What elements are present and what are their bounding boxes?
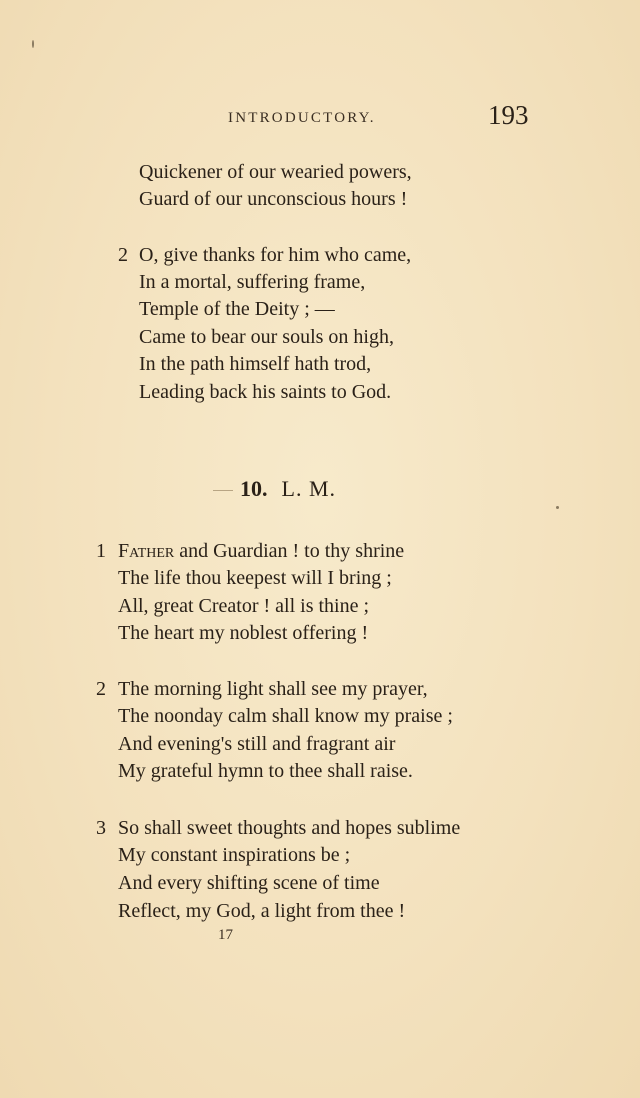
hymn-line: And evening's still and fragrant air bbox=[118, 733, 396, 755]
hymn-meter: L. M. bbox=[281, 476, 336, 501]
hymn-line: In a mortal, suffering frame, bbox=[139, 271, 366, 293]
verse-number: 1 bbox=[96, 540, 106, 562]
hymn-line: Came to bear our souls on high, bbox=[139, 326, 394, 348]
heading-rule bbox=[213, 490, 233, 491]
verse-number: 3 bbox=[96, 817, 106, 839]
running-title: INTRODUCTORY. bbox=[228, 110, 376, 126]
hymn-line: The morning light shall see my prayer, bbox=[118, 678, 428, 700]
first-line-rest: and Guardian ! to thy shrine bbox=[174, 540, 405, 562]
first-word: Father bbox=[118, 540, 175, 562]
hymn-line: And every shifting scene of time bbox=[118, 872, 380, 894]
hymn-line: The noonday calm shall know my praise ; bbox=[118, 705, 453, 727]
hymn-line: O, give thanks for him who came, bbox=[139, 244, 412, 266]
hymn-line: The life thou keepest will I bring ; bbox=[118, 567, 392, 589]
hymn-line: The heart my noblest offering ! bbox=[118, 622, 369, 644]
hymn-line bbox=[118, 539, 404, 563]
hymn-line: Guard of our unconscious hours ! bbox=[139, 188, 408, 210]
hymn-line: Reflect, my God, a light from thee ! bbox=[118, 900, 406, 922]
hymn-line: So shall sweet thoughts and hopes sublime bbox=[118, 817, 461, 839]
hymn-heading bbox=[240, 476, 336, 502]
hymn-line: Temple of the Deity ; — bbox=[139, 298, 335, 320]
hymn-number: 10. bbox=[240, 476, 268, 501]
hymn-line: My constant inspirations be ; bbox=[118, 844, 351, 866]
verse-number: 2 bbox=[96, 678, 106, 700]
hymn-line: In the path himself hath trod, bbox=[139, 353, 372, 375]
paper-speck bbox=[32, 40, 34, 48]
hymn-line: My grateful hymn to thee shall raise. bbox=[118, 760, 413, 782]
verse-number: 2 bbox=[118, 244, 128, 266]
signature-mark: 17 bbox=[218, 927, 233, 943]
hymn-line: Quickener of our wearied powers, bbox=[139, 161, 412, 183]
hymn-line: Leading back his saints to God. bbox=[139, 381, 392, 403]
paper-speck bbox=[556, 506, 559, 509]
page-number: 193 bbox=[488, 100, 529, 130]
hymn-line: All, great Creator ! all is thine ; bbox=[118, 595, 370, 617]
